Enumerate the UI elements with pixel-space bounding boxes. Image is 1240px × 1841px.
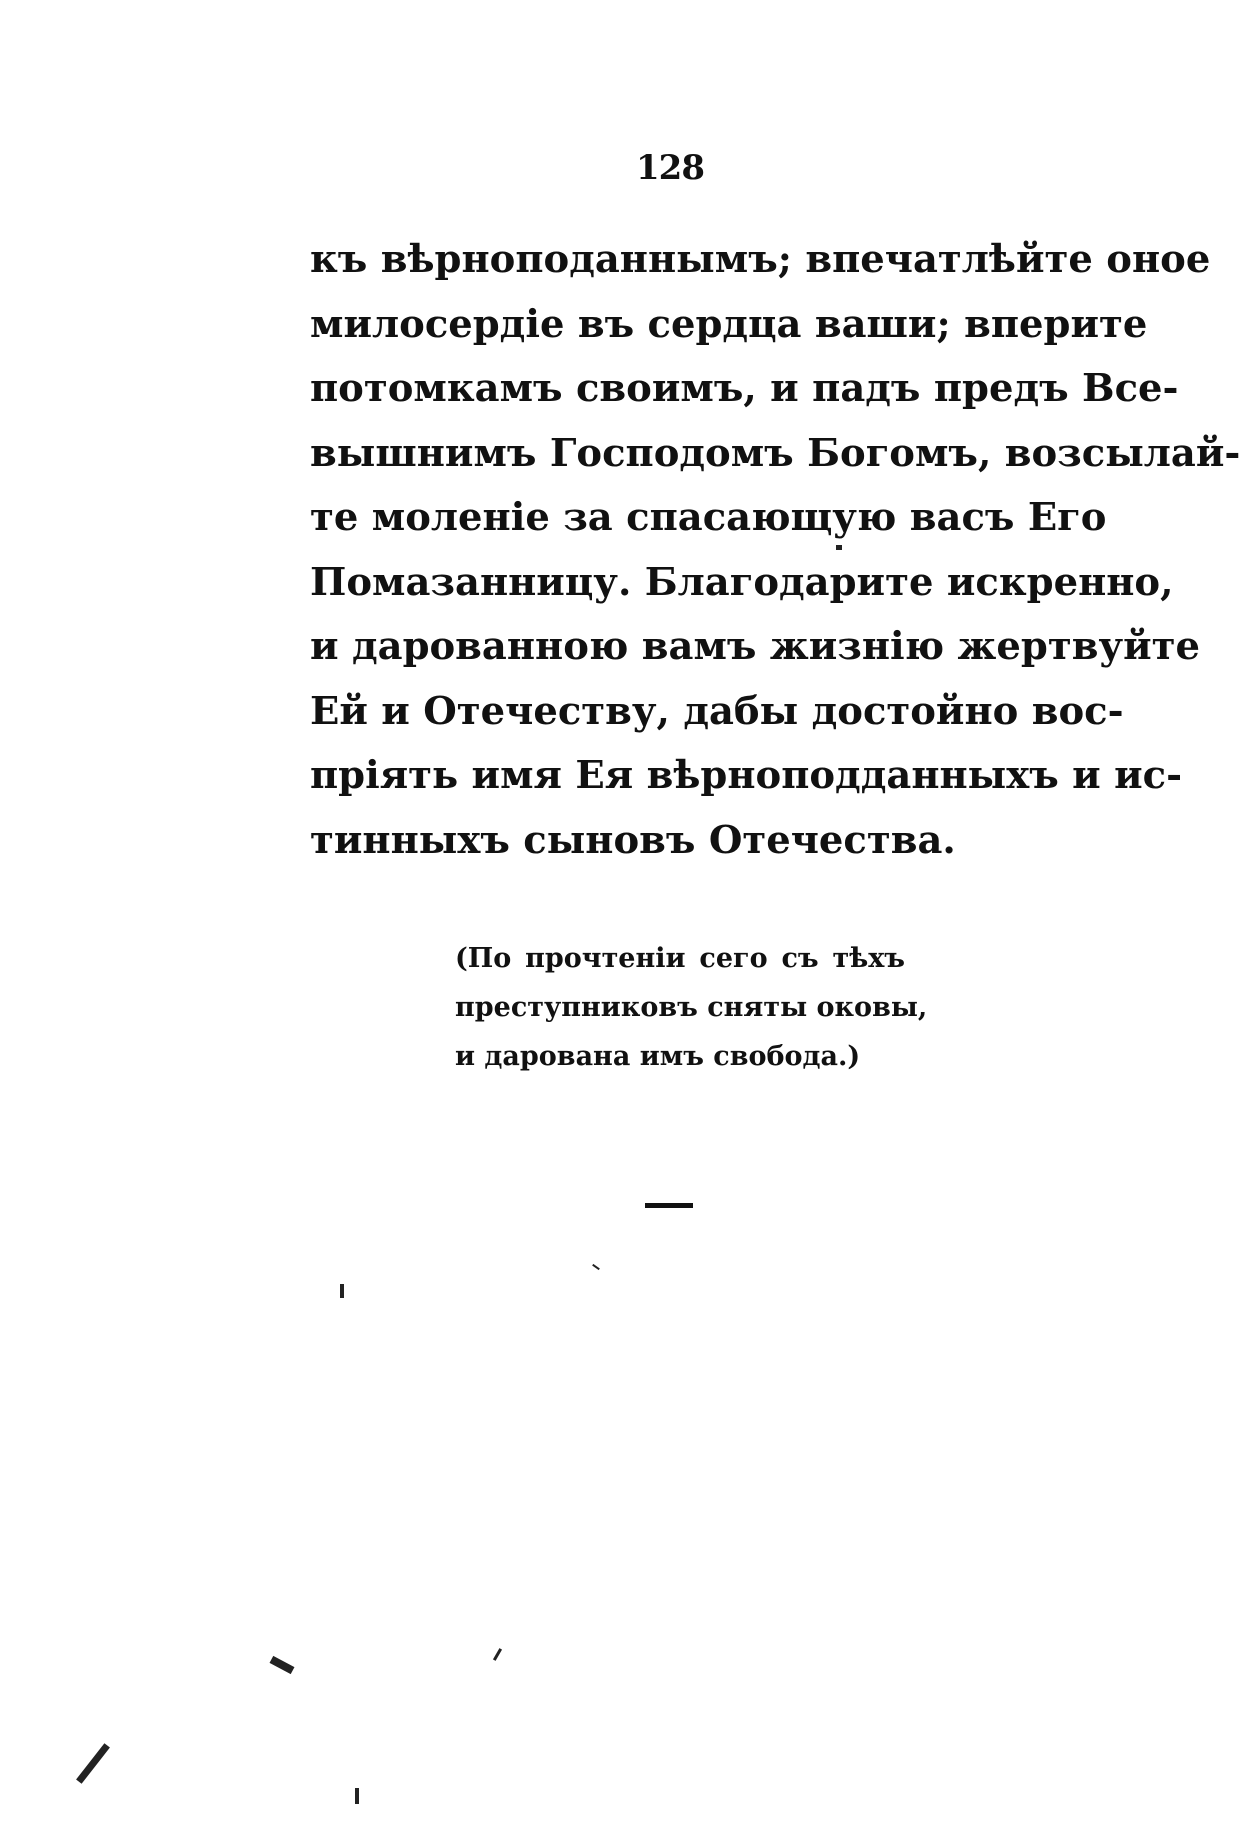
body-line: тинныхъ сыновъ Отечества. bbox=[310, 817, 956, 863]
body-line: Помазанницу. Благодарите искренно, bbox=[310, 559, 1174, 605]
body-line: вышнимъ Господомъ Богомъ, возсылай- bbox=[310, 430, 1240, 476]
body-line: те моленіе за спасающую васъ Его bbox=[310, 495, 1107, 540]
body-line: пріять имя Ея вѣрноподданныхъ и ис- bbox=[310, 753, 1183, 798]
scan-speck bbox=[270, 1656, 295, 1674]
scan-speck bbox=[592, 1264, 600, 1270]
end-rule bbox=[645, 1203, 693, 1208]
note-line: (По прочтеніи сего съ тѣхъ bbox=[455, 943, 905, 974]
scan-speck bbox=[355, 1788, 359, 1804]
note-line: преступниковъ сняты оковы, bbox=[455, 992, 928, 1023]
scan-speck bbox=[493, 1648, 502, 1661]
scan-speck bbox=[76, 1743, 110, 1784]
page-number: 128 bbox=[636, 148, 704, 188]
body-line: къ вѣрноподаннымъ; впечатлѣйте оное bbox=[310, 237, 1211, 282]
parenthetical-note bbox=[455, 934, 928, 1081]
note-line: и дарована имъ свобода.) bbox=[455, 1041, 861, 1072]
scan-speck bbox=[340, 1284, 344, 1298]
body-line: милосердіе въ сердца ваши; вперите bbox=[310, 301, 1148, 347]
body-line: Ей и Отечеству, дабы достойно вос- bbox=[310, 688, 1124, 734]
body-paragraph bbox=[310, 228, 1240, 873]
body-line: потомкамъ своимъ, и падъ предъ Все- bbox=[310, 366, 1179, 411]
body-line: и дарованною вамъ жизнію жертвуйте bbox=[310, 624, 1200, 669]
scan-speck bbox=[836, 545, 842, 550]
